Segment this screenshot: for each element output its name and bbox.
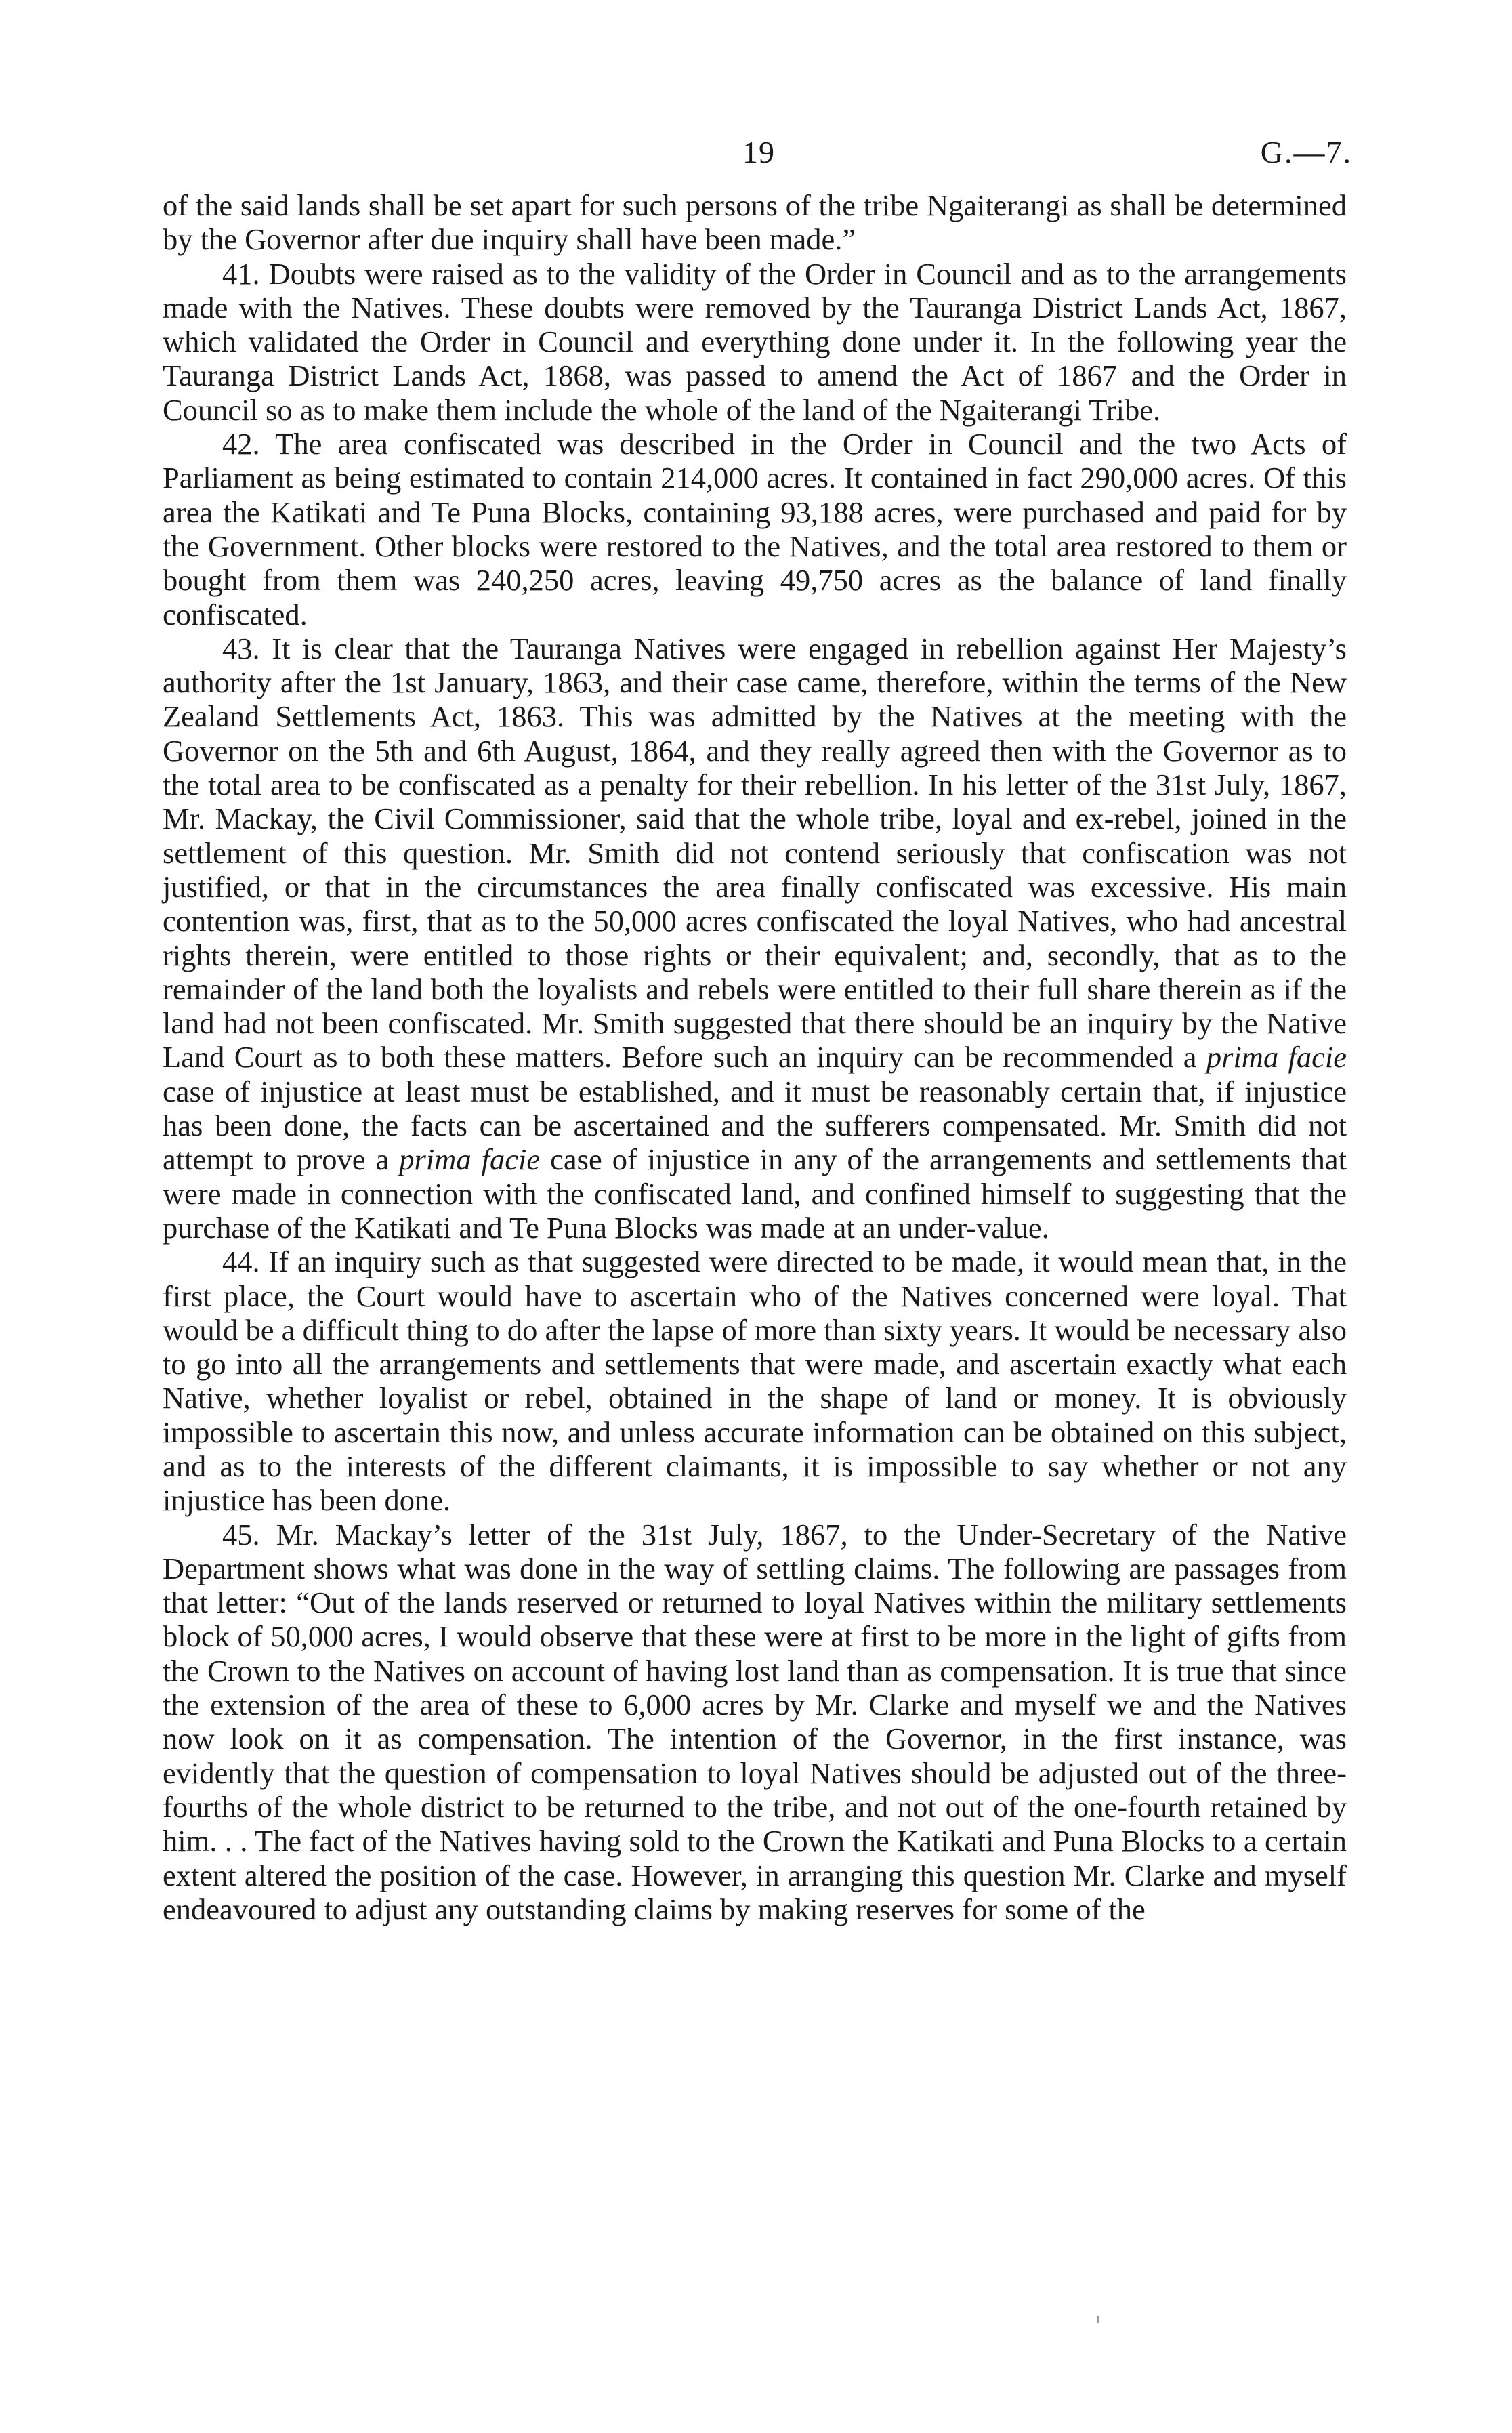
paragraph-43-part-c: case of injustice in any of the arrangements and settlements that were made in connection with the confiscated land, and confined himself to suggesting that the purchase of the Katikati and Te Puna Blocks was made at an under-value. (163, 1142, 1347, 1245)
page-number: 19 (742, 135, 775, 169)
paragraph-43-part-b: case of injustice at least must be established, and it must be reasonably certain that, if injustice has been done, the facts can be ascertained and the sufferers compensated. Mr. Smith did not attempt to prove a (163, 1074, 1347, 1177)
body-text (163, 188, 1347, 1926)
scan-speck (1097, 2316, 1099, 2323)
italic-prima-facie: prima facie (1206, 1040, 1347, 1075)
paragraph-43-part-a: 43. It is clear that the Tauranga Natives were engaged in rebellion against Her Majesty’s authority after the 1st January, 1863, and their case came, therefore, within the terms of the New Zealand Settlements Act, 1863. This was admitted by the Natives at the meeting with the Governor on the 5th and 6th August, 1864, and they really agreed then with the Governor as to the total area to be confiscated as a penalty for their rebellion. In his letter of the 31st July, 1867, Mr. Mackay, the Civil Commissioner, said that the whole tribe, loyal and ex-rebel, joined in the settlement of this question. Mr. Smith did not contend seriously that confiscation was not justified, or that in the circumstances the area finally confiscated was excessive. His main contention was, first, that as to the 50,000 acres confiscated the loyal Natives, who had ancestral rights therein, were entitled to those rights or their equivalent; and, secondly, that as to the remainder of the land both the loyalists and rebels were entitled to their full share therein as if the land had not been confiscated. Mr. Smith suggested that there should be an inquiry by the Native Land Court as to both these matters. Before such an inquiry can be recommended a (163, 631, 1347, 1075)
paragraph-41: 41. Doubts were raised as to the validity of the Order in Council and as to the arrangements made with the Natives. These doubts were removed by the Tauranga District Lands Act, 1867, which validated the Order in Council and everything done under it. In the following year the Tauranga District Lands Act, 1868, was passed to amend the Act of 1867 and the Order in Council so as to make them include the whole of the land of the Ngaiterangi Tribe. (163, 256, 1347, 427)
paragraph-43 (163, 631, 1347, 1245)
page-header (0, 134, 1512, 175)
document-reference: G.—7. (1260, 135, 1352, 169)
paragraph-45: 45. Mr. Mackay’s letter of the 31st July, 1867, to the Under-Secretary of the Native Department shows what was done in the way of settling claims. The following are passages from that letter: “Out of the lands reserved or returned to loyal Natives within the military settlements block of 50,000 acres, I would observe that these were at first to be more in the light of gifts from the Crown to the Natives on account of having lost land than as compensation. It is true that since the extension of the area of these to 6,000 acres by Mr. Clarke and myself we and the Natives now look on it as compensation. The intention of the Governor, in the first instance, was evidently that the question of compensation to loyal Natives should be adjusted out of the three-fourths of the whole district to be returned to the tribe, and not out of the one-fourth retained by him. . . The fact of the Natives having sold to the Crown the Katikati and Puna Blocks to a certain extent altered the position of the case. However, in arranging this question Mr. Clarke and myself endeavoured to adjust any outstanding claims by making reserves for some of the (163, 1517, 1347, 1926)
paragraph-continuation: of the said lands shall be set apart for such persons of the tribe Ngaiterangi as shall be determined by the Governor after due inquiry shall have been made.” (163, 188, 1347, 257)
paragraph-44: 44. If an inquiry such as that suggested were directed to be made, it would mean that, in the first place, the Court would have to ascertain who of the Natives concerned were loyal. That would be a difficult thing to do after the lapse of more than sixty years. It would be necessary also to go into all the arrangements and settlements that were made, and ascertain exactly what each Native, whether loyalist or rebel, obtained in the shape of land or money. It is obviously impossible to ascertain this now, and unless accurate information can be obtained on this subject, and as to the interests of the different claimants, it is impossible to say whether or not any injustice has been done. (163, 1245, 1347, 1518)
italic-prima-facie: prima facie (399, 1142, 541, 1177)
paragraph-42: 42. The area confiscated was described in the Order in Council and the two Acts of Parliament as being estimated to contain 214,000 acres. It contained in fact 290,000 acres. Of this area the Katikati and Te Puna Blocks, containing 93,188 acres, were purchased and paid for by the Government. Other blocks were restored to the Natives, and the total area restored to them or bought from them was 240,250 acres, leaving 49,750 acres as the balance of land finally confiscated. (163, 427, 1347, 631)
